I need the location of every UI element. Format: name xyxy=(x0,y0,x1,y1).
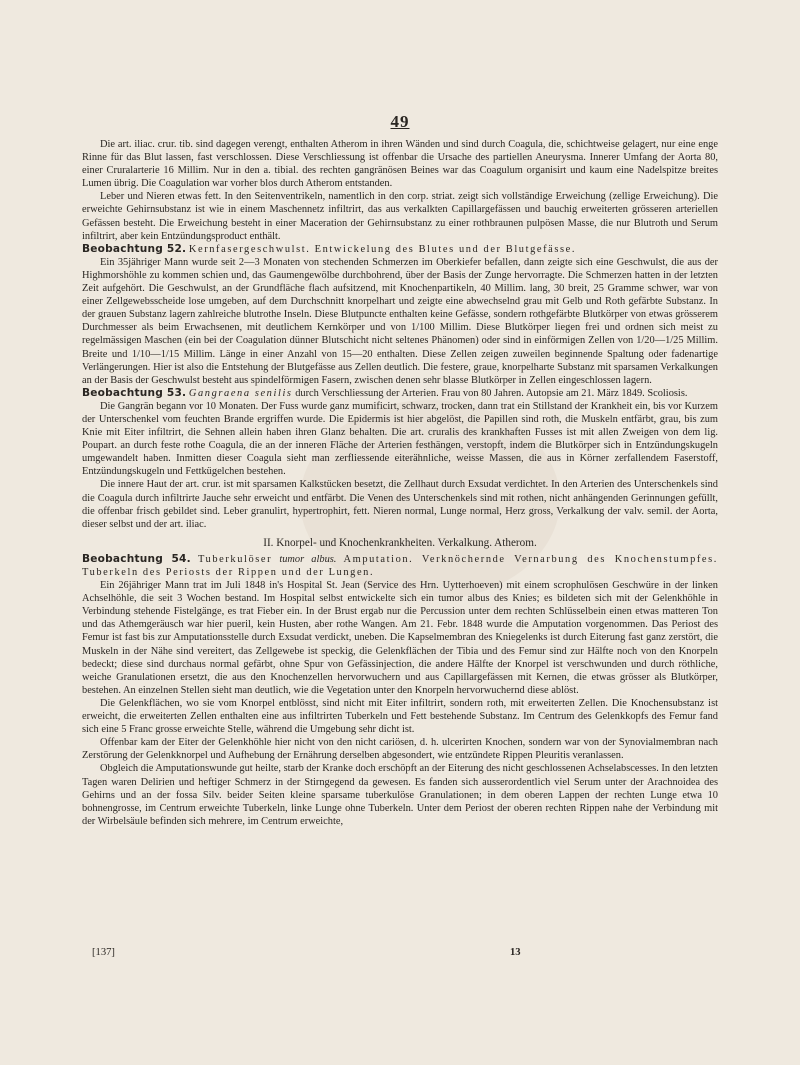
paragraph: Obgleich die Amputationswunde gut heilte, starb der Kranke doch erschöpft an der Eiterung des nicht geschlossenen Achselabscesses. In den letzten Tagen waren Delirien und heftiger Schmerz in der Stirngegend da gewesen. Es fanden sich ausserordentlich viel Serum unter der Arachnoidea des Gehirns und an der fossa Silv. beider Seiten kleine sparsame tuberkulöse Granulationen; in dem oberen Lappen der rechten Lunge etwa 10 bohnengrosse, im Centrum erweichte Tuberkeln, linke Lunge ohne Tuberkeln. Unter dem Periost der oberen rechten Rippen nahe der Verbindung mit der Wirbelsäule befinden sich mehrere, im Centrum erweichte, xyxy=(82,763,718,827)
observation-title-italic: tumor albus. xyxy=(279,553,337,565)
observation-heading xyxy=(82,243,718,256)
paragraph: Offenbar kam der Eiter der Gelenkhöhle hier nicht von den nicht cariösen, d. h. ulcerirten Knochen, sondern war von der Synovialmembran nach Zerstörung der Gelenkknorpel und Aufhebung der Ernährung derselben abgesondert, wie entzündete Rippen Pleuritis veranlassen. xyxy=(82,737,718,762)
observation-title: Kernfasergeschwulst. Entwickelung des Blutes und der Blutgefässe. xyxy=(188,243,577,255)
paragraph: Die Gangrän begann vor 10 Monaten. Der Fuss wurde ganz mumificirt, schwarz, trocken, dann trat ein Stillstand der Krankheit ein, bis vor Kurzem der Unterschenkel vom feuchten Brande ergriffen wurde. Die Epidermis ist hier abgelöst, die Papillen sind roth, die Muskeln entfärbt, grau, bis zum Knie mit Eiter infiltrirt, die Sehnen allein haben ihren Glanz behalten. Die art. cruralis des krankhaften Fusses ist mit allen Zweigen von dem lig. Poupart. an durch feste rothe Coagula, die an der inneren Fläche der Arterien festhängen, verstopft, indem die Blutkörper sich in Entzündungskugeln umgewandelt haben. Inmitten dieser Coagula sieht man zerfliessende eiterähnliche, weisse Massen, die aus in Körner zerfallendem Faserstoff, Entzündungskugeln und Fettkügelchen bestehen. xyxy=(82,400,718,478)
paragraph: Leber und Nieren etwas fett. In den Seitenventrikeln, namentlich in den corp. striat. zeigt sich vollständige Erweichung (zellige Erweichung). Die erweichte Gehirnsubstanz ist wie in einem Maschennetz infiltrirt, das aus verkalkten Capillargefässen und bauchig erweiterten grösseren arteriellen Gefässen besteht. Die Erweichung besteht in einer Maceration der Gehirnsubstanz zu einer rothbraunen pulpösen Masse, die nur Blutroth und Serum infiltrirt, aber kein Entzündungsproduct enthält. xyxy=(82,191,718,242)
paragraph: Die Gelenkflächen, wo sie vom Knorpel entblösst, sind nicht mit Eiter infiltrirt, sondern roth, mit erweiterten Zellen. Die Knochensubstanz ist erweicht, die erweiterten Zellen enthalten eine aus infiltrirten Tuberkeln und Fett bestehende Substanz. Im Centrum des Gelenkkopfs des Femur fand sich eine 5 Franc grosse erweichte Stelle, während die Umgebung sehr dicht ist. xyxy=(82,697,718,736)
footer-signature: [137] xyxy=(92,947,115,958)
paragraph: Die art. iliac. crur. tib. sind dagegen verengt, enthalten Atherom in ihren Wänden und sind durch Coagula, die, schichtweise gelagert, nur eine enge Rinne für das Blut lassen, fast verschlossen. Diese Verschliessung ist offenbar die Ursache des partiellen Aneurysma. Innerer Umfang der Aorta 80, einer Cruralarterie 16 Millim. Nur in den a. tibial. des rechten gangränösen Beines war das Coagulum organisirt und kaum eine Nadelspitze breites Lumen übrig. Die Coagulation war vorher blos durch Atherom entstanden. xyxy=(82,139,718,190)
page-body xyxy=(82,138,718,828)
observation-heading xyxy=(82,387,718,400)
section-heading: II. Knorpel- und Knochenkrankheiten. Verkalkung. Atherom. xyxy=(263,536,537,549)
observation-label: Beobachtung 54. xyxy=(82,552,191,565)
paragraph: Ein 26jähriger Mann trat im Juli 1848 in's Hospital St. Jean (Service des Hrn. Uytterhoeven) mit einem scrophulösen Geschwüre in der linken Achselhöhle, die seit 3 Wochen bestand. Im Hospital selbst entwickelte sich ein tumor albus des Knies; es bildeten sich mit der Gelenkhöhle in Verbindung stehende Fistelgänge, es trat Fieber ein. In der Brust ergab nur die Percussion unter dem rechten Schlüsselbein einen etwas matteren Ton und das Athemgeräusch war hier pueril, kein Husten, aber rothe Wangen. Am 21. Febr. 1848 wurde die Amputation vorgenommen. Das Periost des Femur ist fast bis zur Amputationsstelle durch Exsudat verdickt, uneben. Die Kapselmembran des Kniegelenks ist durch Eiterung fast ganz zerstört, die Muskeln in der Nähe sind vereitert, das Zellgewebe ist speckig, die Gelenkflächen der Tibia und des Femur sind zur Hälfte noch von den Knorpeln bedeckt; diese sind durchaus normal gefärbt, ohne Spur von Gefässinjection, die andere Hälfte der Knorpel ist verschwunden und durch röthliche, weiche Granulationen ersetzt, die aus den Knochenzellen hervorwuchern und aus Capillargefässen mit Kernen, die etwas grösser als Blutkörper, bestehen. An einzelnen Stellen sieht man deutlich, wie die Vegetation unter den Knorpeln hervorwuchernd diese ablöst. xyxy=(82,580,718,696)
observation-title-italic: Gangraena senilis xyxy=(188,387,293,399)
observation-label: Beobachtung 52. xyxy=(82,242,187,255)
paragraph: Die innere Haut der art. crur. ist mit sparsamen Kalkstücken besetzt, die Zellhaut durch Exsudat verdichtet. In den Arterien des Unterschenkels sind die Coagula durch infiltrirte Jauche sehr erweicht und entfärbt. Die Venen des Unterschenkels sind mit rothen, nicht anhängenden Gerinnungen gefüllt, die offenbar frisch gebildet sind. Leber granulirt, hypertrophirt, fett. Nieren normal, Lunge normal, Herz gross, Verkalkung der valv. semil. der Aorta, dieser selbst und der art. iliac. xyxy=(82,479,718,530)
observation-label: Beobachtung 53. xyxy=(82,386,187,399)
observation-title: Tuberkulöser xyxy=(197,553,273,565)
paragraph: Ein 35jähriger Mann wurde seit 2—3 Monaten von stechenden Schmerzen im Oberkiefer befallen, dann zeigte sich eine Geschwulst, die aus der Highmorshöhle zu kommen schien und, das Gaumengewölbe durchbohrend, über der Basis der Zunge hervorragte. Die Schmerzen hatten in der letzten Zeit aufgehört. Die Geschwulst, an der Grundfläche flach aufsitzend, mit Knochenpartikeln, 40 Millim. lang, 30 breit, 25 Gramme schwer, war von einer Zellgewebsscheide lose umgeben, auf dem Durchschnitt knorpelhart und zeigte eine abwechselnd grau mit Gelb und Roth gefärbte Substanz. In der grauen Substanz lagern zahlreiche blutrothe Inseln. Diese Blutpuncte enthalten keine Gefässe, sondern rothgefärbte Blutkörper von etwas grösserem Durchmesser als beim Erwachsenen, mit deutlichem Kernkörper und von 1/100 Millim. Diese Blutkörper liegen frei und ordnen sich meist zu regelmässigen Maschen (ein bei der Coagulation dünner Blutschicht nicht seltenes Phänomen) oder sind in einförmigen Zellen von 1/20—1/25 Millim. Breite und 1/10—1/15 Millim. Länge in einer Anzahl von 15—20 enthalten. Diese Zellen zeigen zuweilen beginnende Spaltung oder fadenartige Verlängerungen. Hier ist also die Entstehung der Blutgefässe aus Zellen deutlich. Die festere, graue, knorpelharte Substanz mit sparsamen Verkalkungen an der Basis der Geschwulst besteht aus spindelförmigen Fasern, zwischen denen sehr blasse Blutkörper in Zellen eingeschlossen lagern. xyxy=(82,256,718,386)
observation-title: Amputation. Verknöchernde Vernarbung des Knochenstumpfes. Tuberkeln des Periosts der Rippen und der Lungen. xyxy=(82,553,718,578)
footer-sheet-number: 13 xyxy=(510,947,521,958)
observation-heading xyxy=(82,553,718,579)
page-number: 49 xyxy=(390,112,410,131)
observation-title: durch Verschliessung der Arterien. Frau von 80 Jahren. Autopsie am 21. März 1849. Scoliosis. xyxy=(295,387,688,399)
